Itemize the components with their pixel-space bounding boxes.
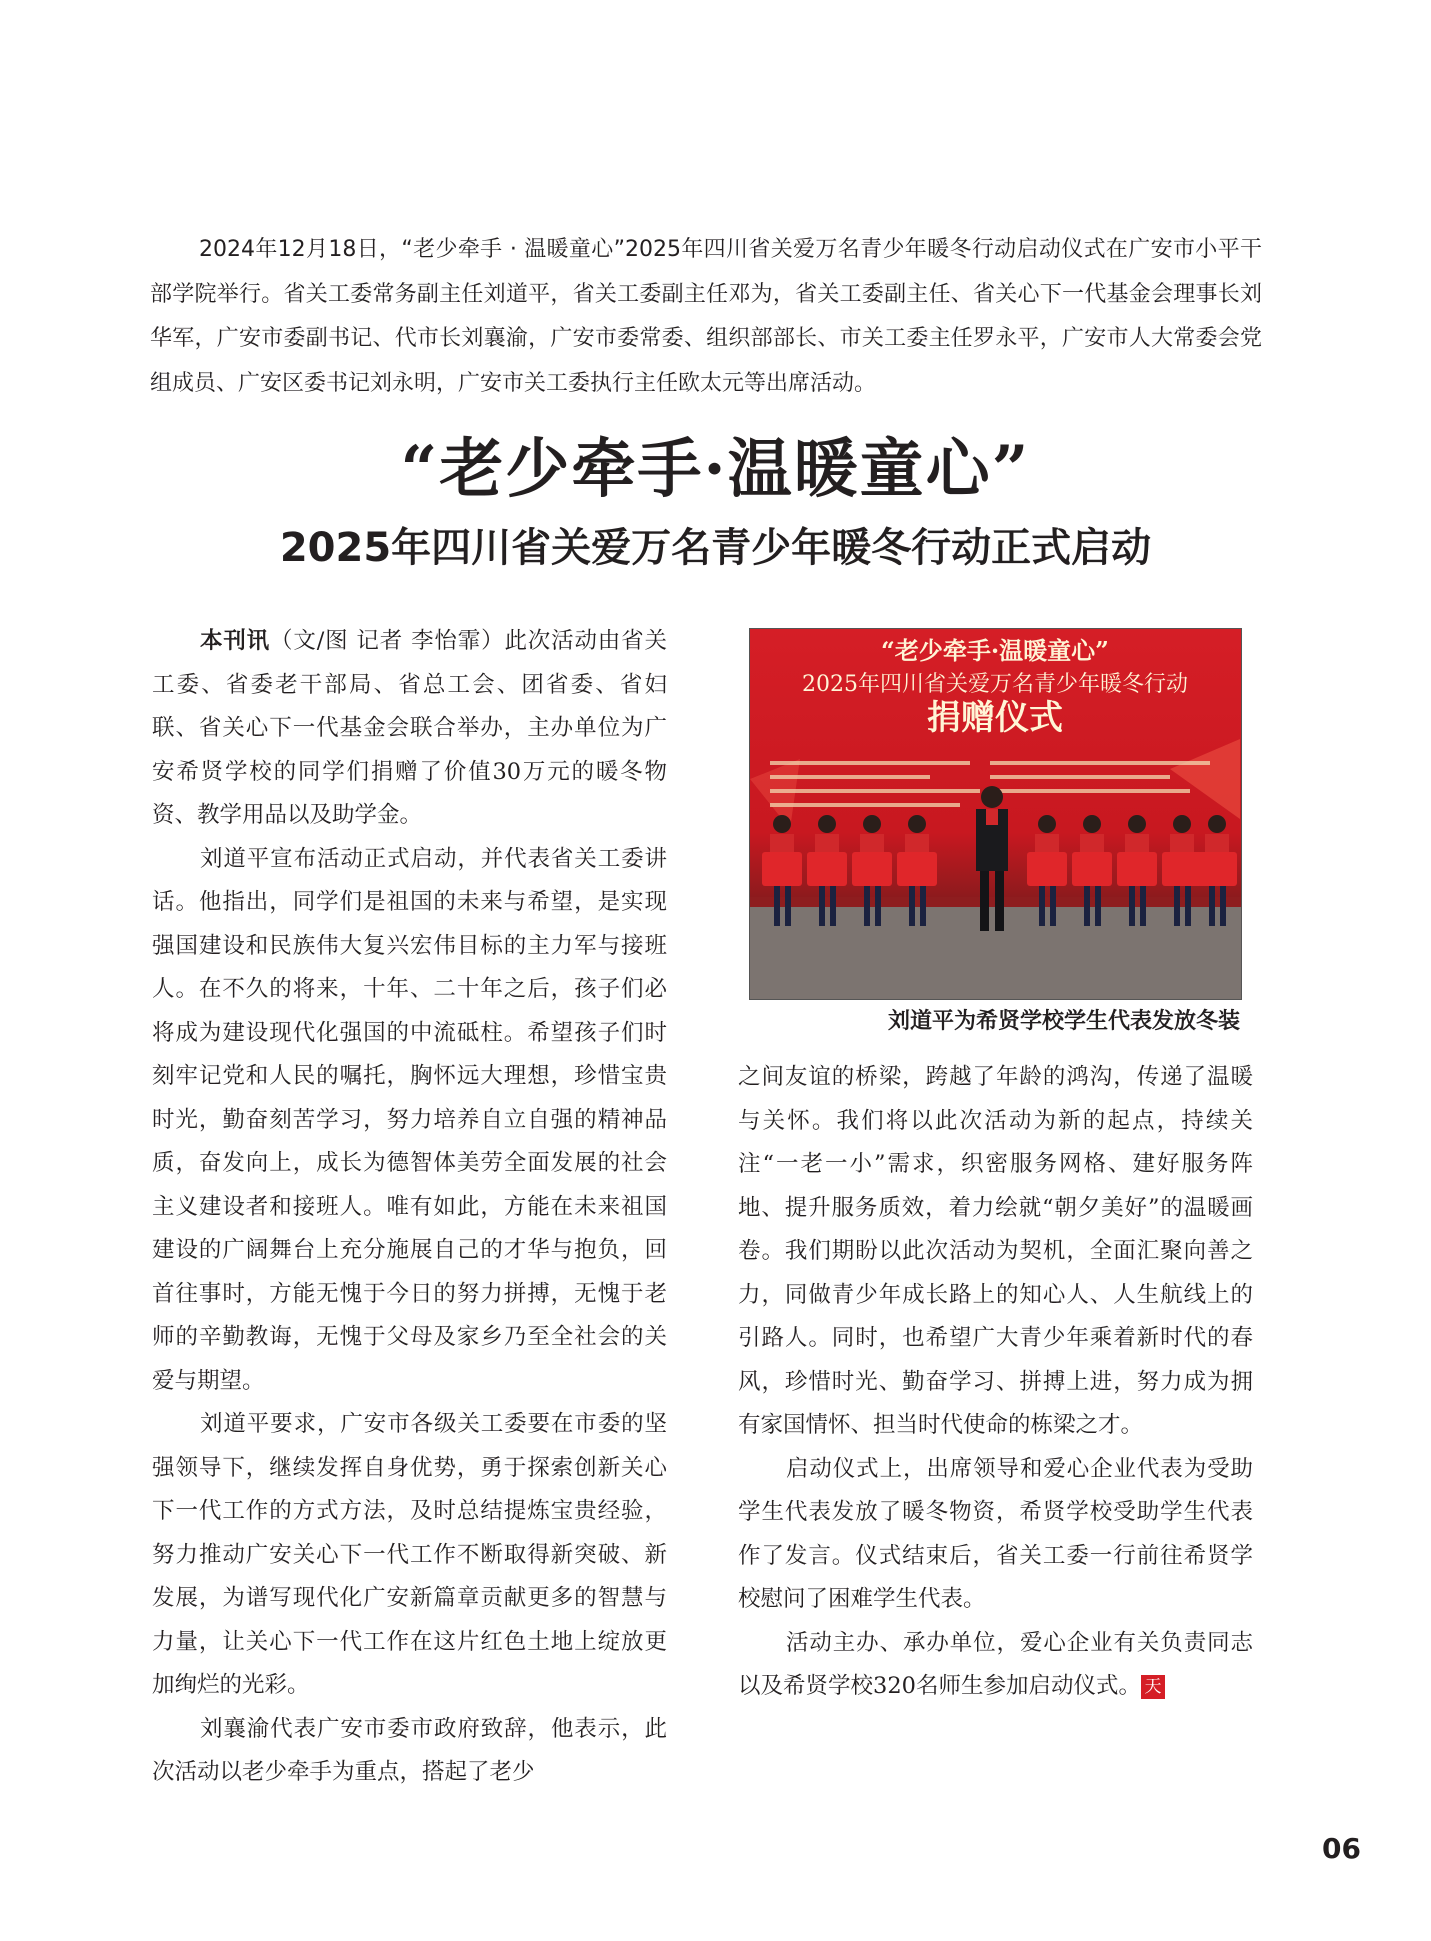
article-column-right [738, 1056, 1253, 1709]
byline-lead: 本刊讯 [200, 628, 271, 654]
headline-sub: 2025年四川省关爱万名青少年暖冬行动正式启动 [279, 525, 1152, 571]
photo-banner-line2: 2025年四川省关爱万名青少年暖冬行动 [802, 672, 1188, 697]
end-mark-icon: 天 [1141, 1675, 1165, 1699]
photo-illustration [750, 629, 1241, 999]
body-text: 活动主办、承办单位，爱心企业有关负责同志以及希贤学校320名师生参加启动仪式。 [738, 1629, 1253, 1699]
body-paragraph: 之间友谊的桥梁，跨越了年龄的鸿沟，传递了温暖与关怀。我们将以此次活动为新的起点，持续关注“一老一小”需求，织密服务网格、建好服务阵地、提升服务质效，着力绘就“朝夕美好”的温暖画卷。我们期盼以此次活动为契机，全面汇聚向善之力，同做青少年成长路上的知心人、人生航线上的引路人。同时，也希望广大青少年乘着新时代的春风，珍惜时光、勤奋学习、拼搏上进，努力成为拥有家国情怀、担当时代使命的栋梁之才。 [738, 1064, 1253, 1438]
photo-banner-line1: “老少牵手·温暖童心” [881, 636, 1109, 665]
event-photo [749, 628, 1242, 1000]
headline-main: “老少牵手·温暖童心” [400, 432, 1031, 507]
body-paragraph: 刘襄渝代表广安市委市政府致辞，他表示，此次活动以老少牵手为重点，搭起了老少 [152, 1715, 667, 1785]
page-number: 06 [1322, 1832, 1361, 1865]
body-paragraph: 启动仪式上，出席领导和爱心企业代表为受助学生代表发放了暖冬物资，希贤学校受助学生代表作了发言。仪式结束后，省关工委一行前往希贤学校慰问了困难学生代表。 [738, 1455, 1253, 1612]
photo-caption: 刘道平为希贤学校学生代表发放冬装 [887, 1009, 1240, 1034]
body-paragraph [152, 620, 667, 838]
body-paragraph [738, 1622, 1253, 1709]
body-paragraph: 刘道平宣布活动正式启动，并代表省关工委讲话。他指出，同学们是祖国的未来与希望，是实现强国建设和民族伟大复兴宏伟目标的主力军与接班人。在不久的将来，十年、二十年之后，孩子们必将成为建设现代化强国的中流砥柱。希望孩子们时刻牢记党和人民的嘱托，胸怀远大理想，珍惜宝贵时光，勤奋刻苦学习，努力培养自立自强的精神品质，奋发向上，成长为德智体美劳全面发展的社会主义建设者和接班人。唯有如此，方能在未来祖国建设的广阔舞台上充分施展自己的才华与抱负，回首往事时，方能无愧于今日的努力拼搏，无愧于老师的辛勤教诲，无愧于父母及家乡乃至全社会的关爱与期望。 [152, 845, 667, 1394]
byline-credit: （文/图 记者 李怡霏） [270, 628, 505, 654]
lead-paragraph: 2024年12月18日，“老少牵手 · 温暖童心”2025年四川省关爱万名青少年暖冬行动启动仪式在广安市小平干部学院举行。省关工委常务副主任刘道平，省关工委副主任邓为，省关工委副主任、省关心下一代基金会理事长刘华军，广安市委副书记、代市长刘襄渝，广安市委常委、组织部部长、市关工委主任罗永平，广安市人大常委会党组成员、广安区委书记刘永明，广安市关工委执行主任欧太元等出席活动。 [150, 237, 1262, 396]
flag-shape [1170, 739, 1240, 819]
body-paragraph: 刘道平要求，广安市各级关工委要在市委的坚强领导下，继续发挥自身优势，勇于探索创新关心下一代工作的方式方法，及时总结提炼宝贵经验，努力推动广安关心下一代工作不断取得新突破、新发展，为谱写现代化广安新篇章贡献更多的智慧与力量，让关心下一代工作在这片红色土地上绽放更加绚烂的光彩。 [152, 1411, 667, 1698]
photo-banner-line3: 捐赠仪式 [927, 698, 1063, 738]
article-column-left [152, 620, 667, 1795]
body-text: 此次活动由省关工委、省委老干部局、省总工会、团省委、省妇联、省关心下一代基金会联合举办，主办单位为广安希贤学校的同学们捐赠了价值30万元的暖冬物资、教学用品以及助学金。 [152, 628, 667, 828]
